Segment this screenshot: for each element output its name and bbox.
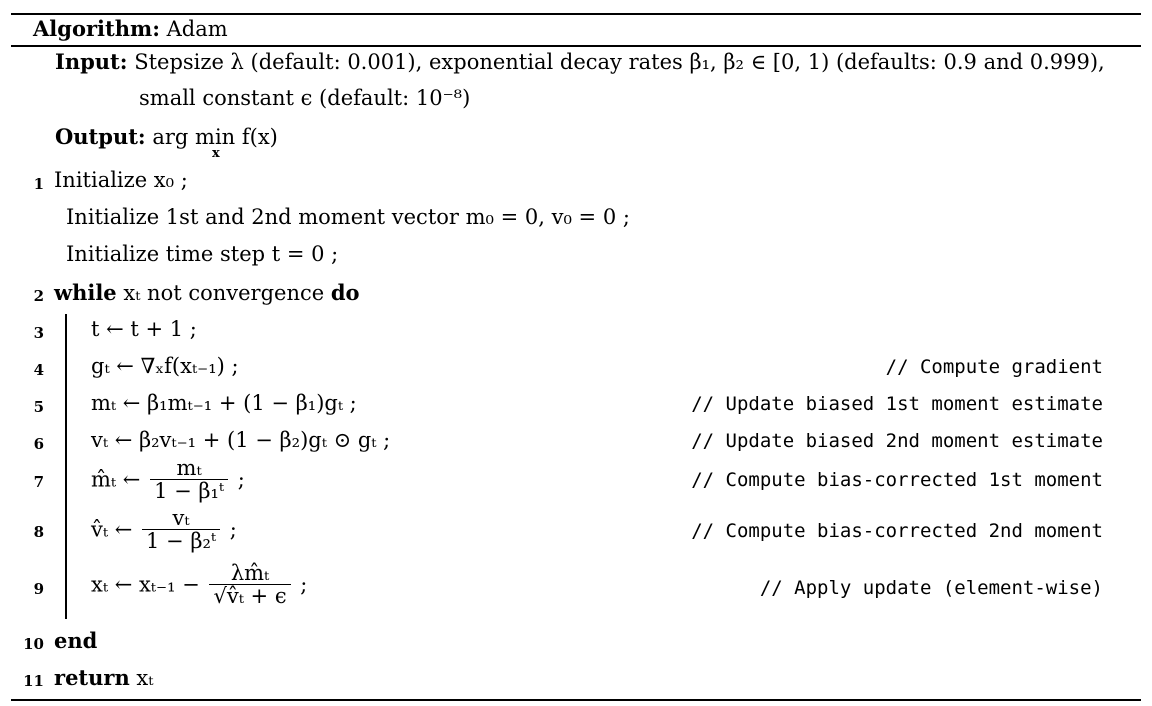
line-comment: // Update biased 2nd moment estimate: [691, 430, 1103, 452]
denominator: 1 − β₁ᵗ: [154, 479, 225, 504]
line-text: mₜ ← β₁mₜ₋₁ + (1 − β₁)gₜ ;: [91, 391, 357, 415]
numerator: λm̂ₜ: [209, 562, 290, 585]
terminator: ;: [237, 467, 245, 492]
bottom-rule: [11, 699, 1141, 701]
line-number: 4: [33, 361, 44, 379]
line-comment: // Compute bias-corrected 2nd moment: [691, 520, 1103, 542]
line-comment: // Compute gradient: [885, 356, 1103, 378]
algo-line: [0, 507, 1152, 557]
algorithm-label: Algorithm:: [33, 16, 160, 41]
output-expr: arg min f(x): [152, 125, 278, 149]
keyword-do: do: [330, 280, 360, 305]
line-number: 7: [33, 473, 44, 491]
line-number: 10: [23, 635, 44, 653]
keyword-while: while: [54, 280, 117, 305]
line-text: t ← t + 1 ;: [91, 317, 197, 341]
line-text: [91, 562, 307, 607]
algo-line: [0, 457, 1152, 507]
fraction: [209, 562, 290, 607]
line-comment: // Update biased 1st moment estimate: [691, 393, 1103, 415]
line-text: Initialize x₀ ;: [54, 168, 188, 192]
lhs: m̂ₜ ←: [91, 467, 141, 492]
input-label: Input:: [55, 49, 128, 74]
line-text: [54, 665, 153, 690]
line-number: 1: [33, 175, 44, 193]
algo-line: [0, 562, 1152, 618]
input-line-2: small constant ϵ (default: 10⁻⁸): [139, 86, 471, 110]
algo-line: [0, 389, 1152, 425]
algo-line: [0, 663, 1152, 699]
terminator: ;: [300, 572, 308, 597]
line-text: [91, 507, 237, 552]
line-number: 6: [33, 435, 44, 453]
numerator: mₜ: [150, 457, 228, 480]
line-text: [91, 457, 245, 502]
line-text: Initialize 1st and 2nd moment vector m₀ = 0, v₀ = 0 ;: [66, 205, 630, 229]
numerator: vₜ: [142, 507, 220, 530]
line-number: 2: [33, 287, 44, 305]
fraction: [142, 507, 220, 552]
line-comment: // Compute bias-corrected 1st moment: [691, 469, 1103, 491]
algo-line: [0, 278, 1152, 314]
terminator: ;: [229, 517, 237, 542]
while-condition: xₜ not convergence: [123, 281, 325, 305]
input-block: [55, 49, 1105, 74]
denominator: √v̂ₜ + ϵ: [213, 584, 287, 609]
algo-line: [0, 203, 1152, 239]
line-text: gₜ ← ∇ₓf(xₜ₋₁) ;: [91, 354, 239, 378]
output-argmin-subscript: x: [212, 146, 220, 161]
algo-line: [0, 626, 1152, 662]
algo-line: [0, 166, 1152, 202]
line-number: 5: [33, 398, 44, 416]
line-number: 11: [23, 672, 44, 690]
algo-line: [0, 352, 1152, 388]
top-rule: [11, 13, 1141, 15]
line-number: 9: [33, 580, 44, 598]
algo-line: [0, 240, 1152, 276]
fraction: [150, 457, 228, 502]
algorithm-name: Adam: [166, 17, 228, 41]
keyword-return: return: [54, 665, 130, 690]
input-line-1: Stepsize λ (default: 0.001), exponential decay rates β₁, β₂ ∈ [0, 1) (defaults: 0.9 and 0.999),: [134, 50, 1105, 74]
denominator: 1 − β₂ᵗ: [146, 529, 217, 554]
keyword-end: end: [54, 628, 98, 653]
header-rule: [11, 45, 1141, 47]
line-number: 3: [33, 324, 44, 342]
line-text: [54, 280, 360, 305]
return-value: xₜ: [136, 666, 154, 690]
algorithm-title: [33, 16, 228, 41]
output-label: Output:: [55, 124, 146, 149]
lhs: v̂ₜ ←: [91, 517, 133, 542]
algo-line: [0, 315, 1152, 351]
line-text: Initialize time step t = 0 ;: [66, 242, 339, 266]
line-comment: // Apply update (element-wise): [759, 577, 1103, 599]
line-text: vₜ ← β₂vₜ₋₁ + (1 − β₂)gₜ ⊙ gₜ ;: [91, 428, 391, 452]
line-number: 8: [33, 523, 44, 541]
lhs: xₜ ← xₜ₋₁ −: [91, 572, 200, 597]
output-block: [55, 124, 278, 149]
